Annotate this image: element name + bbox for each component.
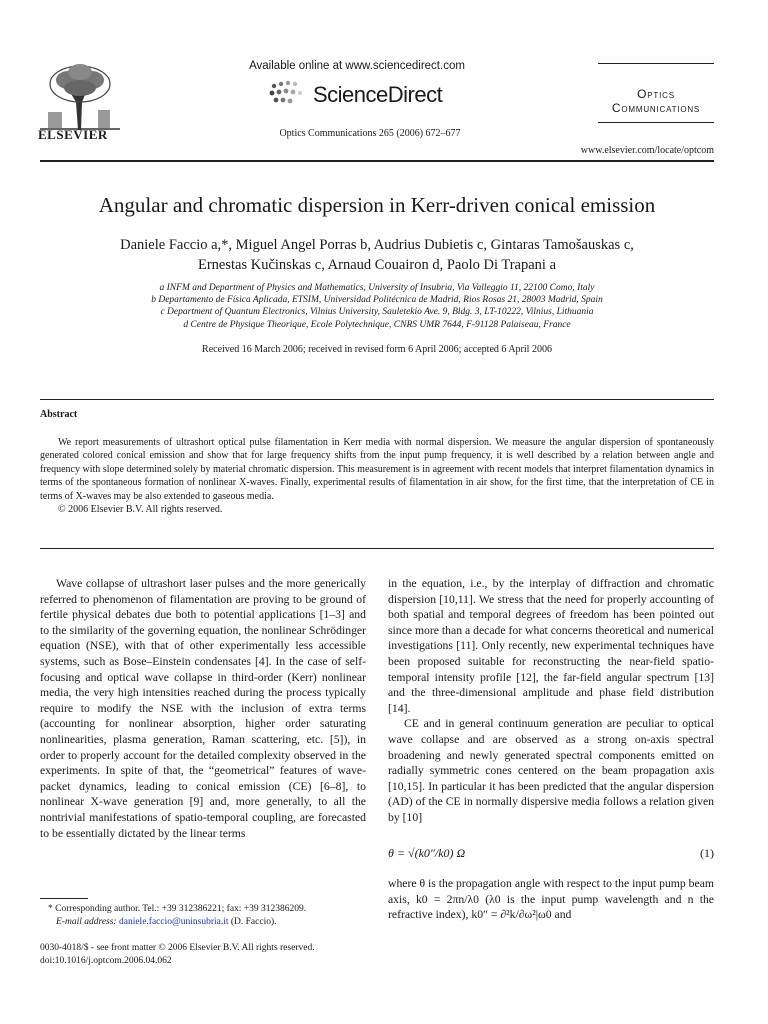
header-divider xyxy=(40,160,714,162)
equation-1 xyxy=(388,846,714,868)
equation-number: (1) xyxy=(700,846,714,860)
paragraph-ce: CE and in general continuum generation are peculiar to optical wave collapse and are observed as a strong on-axis spectral broadening and newly generated spectral components emitted on radially symmetric cones centered on the beam propagation axis [10,15]. In particular it has been predicted that the angular dispersion (AD) of the CE in normally dispersive media follows a relation given by [10] xyxy=(388,717,714,824)
issn-line: 0030-4018/$ - see front matter © 2006 Elsevier B.V. All rights reserved. xyxy=(40,943,315,953)
body-column-left xyxy=(40,576,366,841)
article-title: Angular and chromatic dispersion in Kerr-driven conical emission xyxy=(98,193,656,217)
affiliation-b: b Departamento de Física Aplicada, ETSIM, Universidad Politécnica de Madrid, Rios Rosas 21, 28003 Madrid, Spain xyxy=(151,295,603,306)
sciencedirect-dots-icon xyxy=(268,80,308,106)
affiliation-a: a INFM and Department of Physics and Mathematics, University of Insubria, Via Valleggio 11, 22100 Como, Italy xyxy=(159,283,595,293)
sciencedirect-wordmark: ScienceDirect xyxy=(313,82,443,107)
email-suffix: (D. Faccio). xyxy=(230,916,277,927)
email-link[interactable]: daniele.faccio@uninsubria.it xyxy=(118,916,229,927)
journal-rule-top xyxy=(598,63,714,64)
doi-line: doi:10.1016/j.optcom.2006.04.062 xyxy=(40,955,172,966)
abstract-rule-bottom xyxy=(40,548,714,549)
abstract-heading: Abstract xyxy=(40,409,78,420)
journal-title-line1: Optics xyxy=(637,87,675,101)
received-dates: Received 16 March 2006; received in revised form 6 April 2006; accepted 6 April 2006 xyxy=(202,344,552,355)
footnote-email-line xyxy=(40,916,366,929)
available-online-text: Available online at www.sciencedirect.com xyxy=(249,60,465,72)
email-label: E-mail address: xyxy=(56,916,117,927)
journal-citation: Optics Communications 265 (2006) 672–677 xyxy=(279,128,461,139)
journal-url-link[interactable]: www.elsevier.com/locate/optcom xyxy=(580,145,714,156)
abstract-body xyxy=(40,436,714,516)
footnote-contact: * Corresponding author. Tel.: +39 312386221; fax: +39 312386209. xyxy=(48,904,307,914)
abstract-copyright: © 2006 Elsevier B.V. All rights reserved. xyxy=(58,504,223,516)
authors-line-1: Daniele Faccio a,*, Miguel Angel Porras b, Audrius Dubietis c, Gintaras Tamošauskas c, xyxy=(120,237,634,253)
paragraph-where: where θ is the propagation angle with respect to the input pump beam axis, k0 = 2πn/λ0 (λ0 is the input pump wavelength and n the refractive index), k0″ = ∂²k/∂ω²|ω0 and xyxy=(388,877,714,922)
issn-block xyxy=(40,942,400,967)
journal-rule-bottom xyxy=(598,122,714,123)
journal-title-line2: Communications xyxy=(611,101,701,115)
corresponding-author-footnote xyxy=(40,903,366,928)
authors-line-2: Ernestas Kučinskas c, Arnaud Couairon d, Paolo Di Trapani a xyxy=(197,257,557,273)
affiliations xyxy=(40,282,714,331)
affiliation-c: c Department of Quantum Electronics, Vilnius University, Sauletekio Ave. 9, Bldg. 3, LT-10222, Vilnius, Lithuania xyxy=(160,307,594,318)
author-list xyxy=(40,235,714,275)
equation-expression: θ = √(k0″/k0) Ω xyxy=(388,846,466,860)
journal-title-block xyxy=(598,87,714,115)
affiliation-d: d Centre de Physique Theorique, Ecole Polytechnique, CNRS UMR 7644, F-91128 Palaiseau, France xyxy=(183,319,571,330)
publisher-name: ELSEVIER xyxy=(38,127,108,142)
abstract-rule-top xyxy=(40,399,714,400)
elsevier-tree-logo xyxy=(40,62,120,132)
footnote-rule xyxy=(40,898,88,899)
body-column-right xyxy=(388,576,714,826)
paragraph-intro: Wave collapse of ultrashort laser pulses and the more generically referred to phenomenon of filamentation are proving to be ground of fertile physical debates due both to potential applications [1–3] and to the similarity of the governing equation, the nonlinear Schrödinger equation (NSE), with that of other experimentally less accessible systems, such as Bose–Einstein condensates [4]. In the case of self-focusing and optical wave collapse in third-order (Kerr) nonlinear media, the very high intensities reached during the process typically require to modify the NSE with the inclusion of extra terms (accounting for nonlinear absorption, higher order saturating nonlinearities, plasma generation, Raman scattering, etc. [5]), in order to properly account for the detailed complexity observed in the experiments. In spite of that, the “geometrical” features of wave-packet dynamics, leading to conical emission (CE) [6–8], to nonlinear X-wave generation [9] and, more generally, to all the nontrivial manifestations of spatio-temporal coupling, are forecasted to be essentially dictated by the linear terms xyxy=(40,577,366,840)
body-column-right-continued xyxy=(388,876,714,923)
paragraph-continued: in the equation, i.e., by the interplay of diffraction and chromatic dispersion [10,11]. We stress that the need for properly accounting of both spatial and temporal degrees of freedom has been pointed out since more than a decade for what concerns theoretical and numerical investigations [11]. Only recently, new experimental techniques have been proposed suitable for reconstructing the near-field spatio-temporal intensity profile [12], the far-field angular spectrum [13] and the three-dimensional amplitude and phase field distribution [14]. xyxy=(388,577,714,715)
abstract-text: We report measurements of ultrashort optical pulse filamentation in Kerr media with normal dispersion. We measure the angular dispersion of spontaneously generated colored conical emission and show that for large frequency shifts from the input pump frequency, it is well described by a relation between angle and frequency with slope determined solely by material chromatic dispersion. This measurement is in agreement with recent models that interpret filamentation dynamics in terms of the spontaneous formation of nonlinear X-waves. Finally, experimental results of filamentation in air show, for the first time, that the interpretation of CE in terms of X-waves may be also extended to gaseous media. xyxy=(40,437,714,502)
